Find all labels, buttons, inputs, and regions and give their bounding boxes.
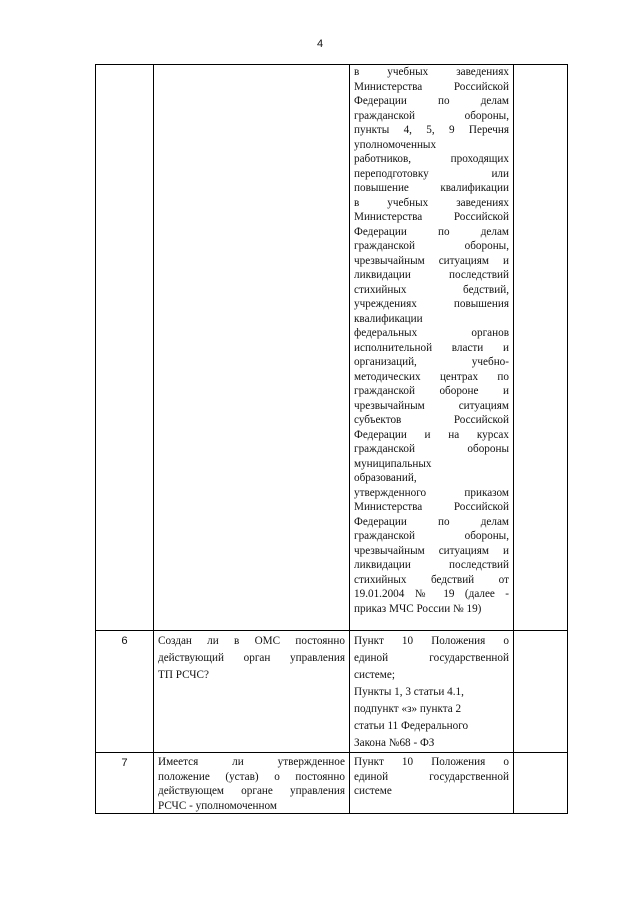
note-cell xyxy=(514,65,568,631)
row-number-cell: 7 xyxy=(96,753,154,814)
text-line: подпункт «з» пункта 2 xyxy=(354,703,462,715)
text-line: в учебных заведениях xyxy=(354,66,509,78)
text-line: чрезвычайным ситуациям xyxy=(354,399,509,412)
text-line: Пункт 10 Положения о xyxy=(354,756,509,768)
legal-basis-cell xyxy=(350,753,514,814)
text-line: утвержденного приказом xyxy=(354,486,509,499)
text-line: Министерства Российской xyxy=(354,211,509,223)
text-line: Создан ли в ОМС постоянно xyxy=(158,635,345,647)
note-cell xyxy=(514,753,568,814)
question-cell xyxy=(154,65,350,631)
text-line: организаций, учебно- xyxy=(354,356,509,368)
page-number: 4 xyxy=(316,38,324,50)
text-line: методических центрах по xyxy=(354,370,509,383)
text-line: переподготовку или xyxy=(354,167,509,180)
text-line: Федерации по делам xyxy=(354,95,509,107)
table-row xyxy=(96,631,568,753)
text-line: РСЧС - уполномоченном xyxy=(158,799,277,812)
text-line: Пункты 1, 3 статьи 4.1, xyxy=(354,686,464,698)
text-line: в учебных заведениях xyxy=(354,196,509,209)
text-line: федеральных органов xyxy=(354,327,509,339)
legal-basis-cell xyxy=(350,65,514,631)
text-line: стихийных бедствий, xyxy=(354,283,509,296)
text-line: гражданской обороне и xyxy=(354,385,509,397)
text-line: уполномоченных xyxy=(354,138,437,151)
text-line: Пункт 10 Положения о xyxy=(354,635,509,647)
legal-basis-cell xyxy=(350,631,514,753)
text-line: статьи 11 Федерального xyxy=(354,720,469,732)
text-line: действующем органе управления xyxy=(158,785,345,797)
legal-basis-text xyxy=(354,65,509,616)
text-line: ликвидации последствий xyxy=(354,269,509,281)
text-line: системе; xyxy=(354,669,395,681)
note-cell xyxy=(514,631,568,753)
text-line: муниципальных xyxy=(354,457,432,470)
table-row xyxy=(96,65,568,631)
question-text xyxy=(158,633,345,684)
text-line: 19.01.2004 № 19 (далее - xyxy=(354,588,509,600)
text-line: Федерации по делам xyxy=(354,225,509,238)
text-line: чрезвычайным ситуациям и xyxy=(354,254,509,267)
text-line: действующий орган управления xyxy=(158,652,345,664)
text-line: положение (устав) о постоянно xyxy=(158,770,345,783)
text-line: системе xyxy=(354,785,392,797)
text-line: повышение квалификации xyxy=(354,182,509,194)
text-line: гражданской обороны, xyxy=(354,530,509,542)
row-number-cell: 6 xyxy=(96,631,154,753)
text-line: образований, xyxy=(354,472,417,484)
text-line: работников, проходящих xyxy=(354,153,509,165)
text-line: стихийных бедствий от xyxy=(354,573,509,586)
text-line: Закона №68 - ФЗ xyxy=(354,737,435,749)
text-line: единой государственной xyxy=(354,652,509,664)
text-line: единой государственной xyxy=(354,770,509,783)
text-line: исполнительной власти и xyxy=(354,341,509,354)
row-number-cell xyxy=(96,65,154,631)
text-line: приказ МЧС России № 19) xyxy=(354,602,482,615)
text-line: ликвидации последствий xyxy=(354,559,509,571)
text-line: Министерства Российской xyxy=(354,501,509,513)
text-line: гражданской обороны, xyxy=(354,240,509,252)
text-line: квалификации xyxy=(354,312,423,325)
checklist-table xyxy=(95,64,568,814)
text-line: учреждениях повышения xyxy=(354,298,509,310)
text-line: Имеется ли утвержденное xyxy=(158,756,345,768)
text-line: гражданской обороны xyxy=(354,443,509,455)
question-cell xyxy=(154,753,350,814)
question-cell xyxy=(154,631,350,753)
legal-basis-text xyxy=(354,633,509,752)
text-line: пункты 4, 5, 9 Перечня xyxy=(354,124,509,136)
text-line: Федерации и на курсах xyxy=(354,428,509,441)
text-line: гражданской обороны, xyxy=(354,109,509,122)
legal-basis-text xyxy=(354,755,509,799)
text-line: Федерации по делам xyxy=(354,515,509,528)
table-row xyxy=(96,753,568,814)
text-line: Министерства Российской xyxy=(354,80,509,93)
text-line: субъектов Российской xyxy=(354,414,509,426)
text-line: ТП РСЧС? xyxy=(158,669,209,681)
question-text xyxy=(158,755,345,813)
text-line: чрезвычайным ситуациям и xyxy=(354,544,509,557)
